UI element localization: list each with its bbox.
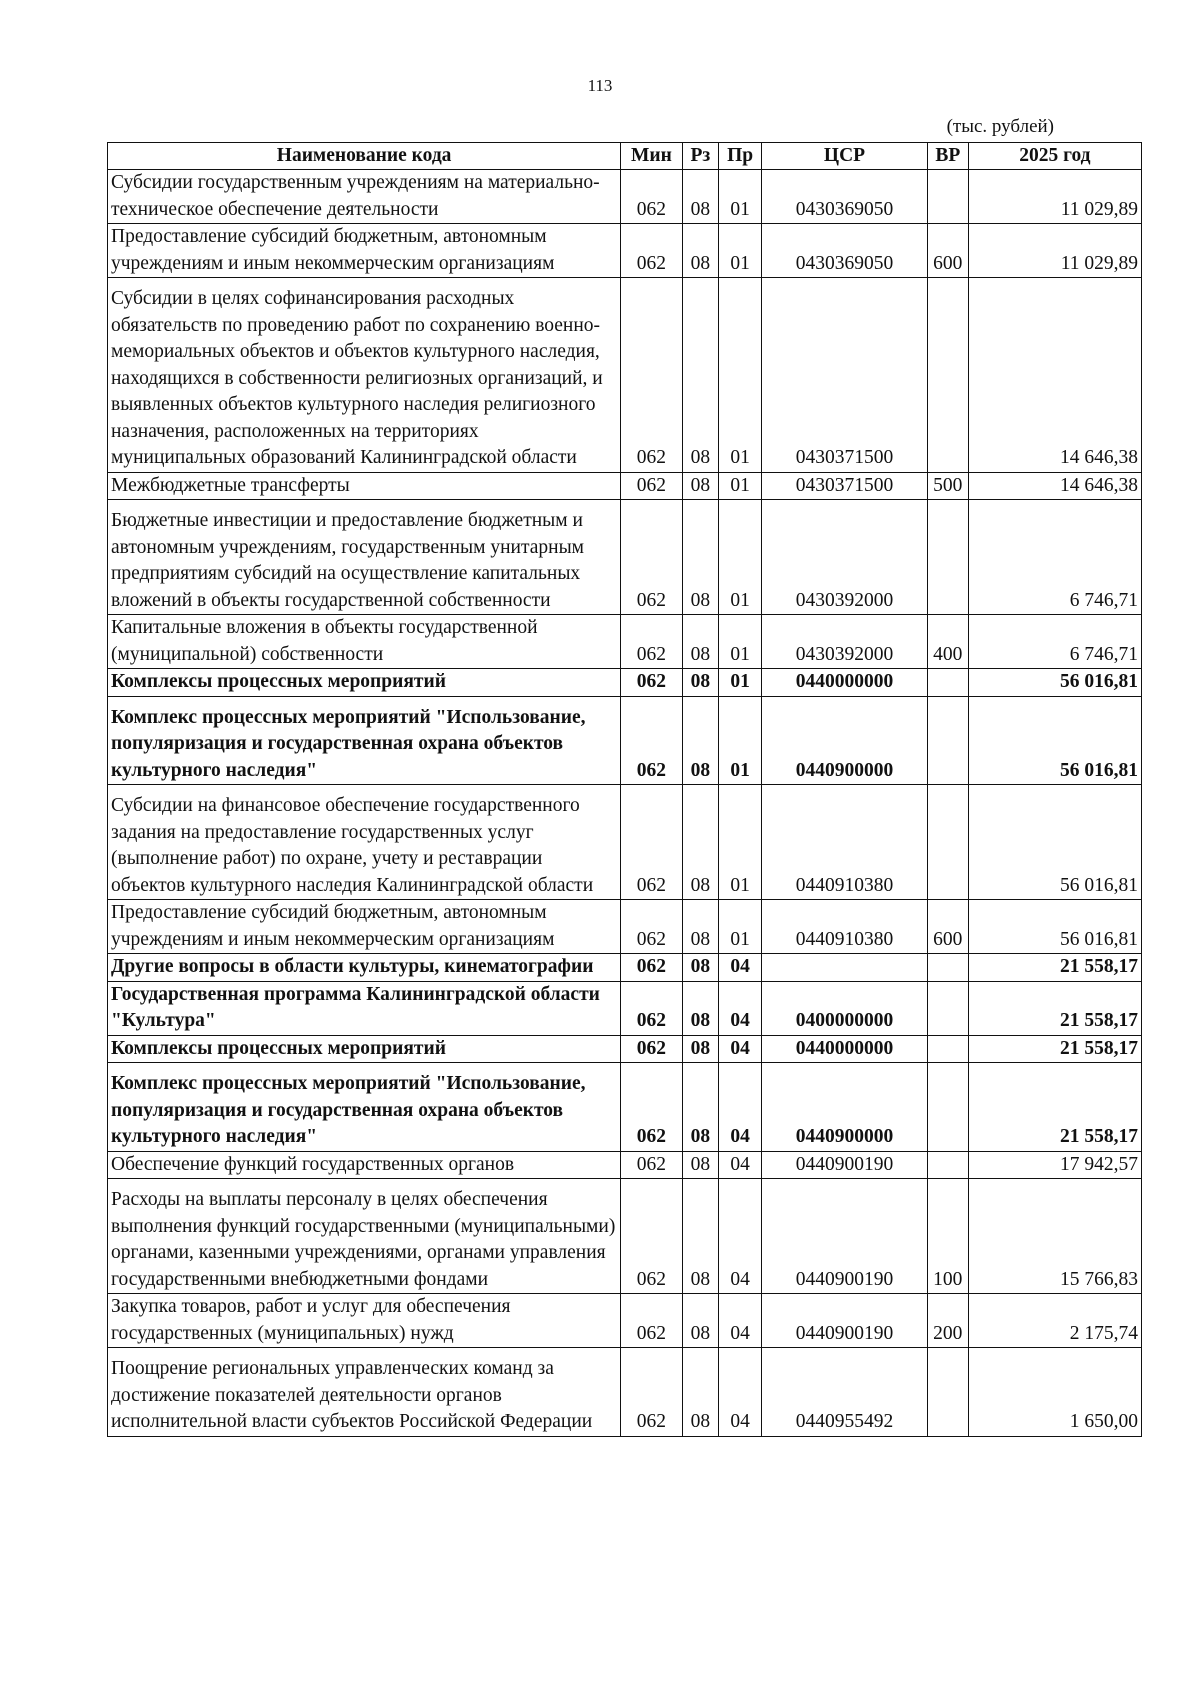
cell-pr: 04 (719, 1063, 762, 1152)
cell-pr: 01 (719, 500, 762, 615)
header-row (108, 143, 1142, 170)
cell-csr: 0440900190 (762, 1179, 928, 1294)
cell-name: Комплекс процессных мероприятий "Использование, популяризация и государственная охрана объектов культурного наследия" (108, 696, 621, 785)
cell-vr: 200 (927, 1294, 968, 1348)
table-row (108, 278, 1142, 473)
cell-pr: 01 (719, 170, 762, 224)
header-vr: ВР (927, 143, 968, 170)
page-number: 113 (587, 76, 613, 95)
cell-csr: 0440900190 (762, 1151, 928, 1179)
table-row (108, 1151, 1142, 1179)
cell-vr: 500 (927, 472, 968, 500)
cell-pr: 01 (719, 669, 762, 697)
cell-name: Другие вопросы в области культуры, кинематографии (108, 954, 621, 982)
cell-csr (762, 954, 928, 982)
cell-amount: 21 558,17 (968, 1035, 1141, 1063)
cell-vr: 100 (927, 1179, 968, 1294)
cell-name: Комплекс процессных мероприятий "Использование, популяризация и государственная охрана объектов культурного наследия" (108, 1063, 621, 1152)
cell-pr: 04 (719, 1151, 762, 1179)
cell-vr (927, 1151, 968, 1179)
cell-vr (927, 954, 968, 982)
cell-csr: 0430369050 (762, 170, 928, 224)
cell-pr: 01 (719, 615, 762, 669)
cell-amount: 6 746,71 (968, 615, 1141, 669)
cell-min: 062 (621, 1348, 682, 1437)
cell-min: 062 (621, 1151, 682, 1179)
cell-rz: 08 (682, 1063, 719, 1152)
cell-amount: 14 646,38 (968, 472, 1141, 500)
cell-min: 062 (621, 500, 682, 615)
cell-min: 062 (621, 981, 682, 1035)
cell-rz: 08 (682, 981, 719, 1035)
cell-min: 062 (621, 900, 682, 954)
table-row (108, 1294, 1142, 1348)
cell-vr: 600 (927, 900, 968, 954)
cell-csr: 0440910380 (762, 785, 928, 900)
cell-csr: 0400000000 (762, 981, 928, 1035)
budget-table (107, 142, 1142, 1437)
header-pr: Пр (719, 143, 762, 170)
cell-vr (927, 1035, 968, 1063)
cell-csr: 0430371500 (762, 278, 928, 473)
cell-rz: 08 (682, 1179, 719, 1294)
cell-rz: 08 (682, 696, 719, 785)
table-row (108, 615, 1142, 669)
cell-amount: 21 558,17 (968, 981, 1141, 1035)
cell-min: 062 (621, 1179, 682, 1294)
cell-csr: 0440955492 (762, 1348, 928, 1437)
cell-pr: 01 (719, 900, 762, 954)
cell-amount: 56 016,81 (968, 785, 1141, 900)
cell-vr (927, 170, 968, 224)
cell-pr: 04 (719, 1294, 762, 1348)
table-row (108, 1179, 1142, 1294)
cell-name: Комплексы процессных мероприятий (108, 1035, 621, 1063)
cell-pr: 01 (719, 472, 762, 500)
cell-vr (927, 785, 968, 900)
cell-min: 062 (621, 954, 682, 982)
cell-amount: 14 646,38 (968, 278, 1141, 473)
cell-name: Расходы на выплаты персоналу в целях обеспечения выполнения функций государственными (муниципальными) органами, казенными учреждениями, органами управления государственными внебюджетными фондами (108, 1179, 621, 1294)
cell-pr: 04 (719, 1348, 762, 1437)
cell-pr: 01 (719, 224, 762, 278)
header-csr: ЦСР (762, 143, 928, 170)
table-row (108, 224, 1142, 278)
cell-name: Предоставление субсидий бюджетным, автономным учреждениям и иным некоммерческим организациям (108, 900, 621, 954)
table-row (108, 472, 1142, 500)
cell-amount: 6 746,71 (968, 500, 1141, 615)
cell-pr: 01 (719, 278, 762, 473)
header-rz: Рз (682, 143, 719, 170)
cell-vr (927, 500, 968, 615)
cell-vr: 400 (927, 615, 968, 669)
cell-pr: 04 (719, 1179, 762, 1294)
cell-name: Предоставление субсидий бюджетным, автономным учреждениям и иным некоммерческим организациям (108, 224, 621, 278)
cell-min: 062 (621, 1035, 682, 1063)
cell-pr: 01 (719, 696, 762, 785)
cell-vr (927, 1063, 968, 1152)
cell-vr (927, 981, 968, 1035)
cell-name: Обеспечение функций государственных органов (108, 1151, 621, 1179)
cell-min: 062 (621, 669, 682, 697)
cell-amount: 1 650,00 (968, 1348, 1141, 1437)
cell-csr: 0430369050 (762, 224, 928, 278)
cell-min: 062 (621, 278, 682, 473)
table-row (108, 170, 1142, 224)
cell-rz: 08 (682, 954, 719, 982)
cell-amount: 21 558,17 (968, 954, 1141, 982)
cell-rz: 08 (682, 1348, 719, 1437)
cell-vr (927, 696, 968, 785)
cell-rz: 08 (682, 615, 719, 669)
table-row (108, 1348, 1142, 1437)
cell-csr: 0440000000 (762, 1035, 928, 1063)
table-row (108, 696, 1142, 785)
cell-rz: 08 (682, 1151, 719, 1179)
cell-name: Капитальные вложения в объекты государственной (муниципальной) собственности (108, 615, 621, 669)
table-row (108, 1063, 1142, 1152)
cell-rz: 08 (682, 1035, 719, 1063)
table-row (108, 500, 1142, 615)
cell-min: 062 (621, 1063, 682, 1152)
cell-name: Комплексы процессных мероприятий (108, 669, 621, 697)
table-row (108, 785, 1142, 900)
cell-pr: 04 (719, 954, 762, 982)
table-row (108, 1035, 1142, 1063)
cell-min: 062 (621, 696, 682, 785)
cell-csr: 0430371500 (762, 472, 928, 500)
cell-rz: 08 (682, 224, 719, 278)
cell-min: 062 (621, 224, 682, 278)
table-row (108, 669, 1142, 697)
cell-name: Закупка товаров, работ и услуг для обеспечения государственных (муниципальных) нужд (108, 1294, 621, 1348)
cell-pr: 01 (719, 785, 762, 900)
cell-rz: 08 (682, 278, 719, 473)
cell-min: 062 (621, 170, 682, 224)
cell-name: Субсидии на финансовое обеспечение государственного задания на предоставление государственных услуг (выполнение работ) по охране, учету и реставрации объектов культурного наследия Калининградской области (108, 785, 621, 900)
cell-name: Государственная программа Калининградской области "Культура" (108, 981, 621, 1035)
cell-name: Поощрение региональных управленческих команд за достижение показателей деятельности органов исполнительной власти субъектов Российской Федерации (108, 1348, 621, 1437)
cell-min: 062 (621, 472, 682, 500)
cell-vr (927, 1348, 968, 1437)
cell-rz: 08 (682, 170, 719, 224)
cell-rz: 08 (682, 785, 719, 900)
cell-rz: 08 (682, 472, 719, 500)
cell-amount: 56 016,81 (968, 900, 1141, 954)
cell-min: 062 (621, 615, 682, 669)
cell-rz: 08 (682, 669, 719, 697)
cell-amount: 2 175,74 (968, 1294, 1141, 1348)
cell-amount: 56 016,81 (968, 669, 1141, 697)
cell-vr (927, 669, 968, 697)
cell-csr: 0440900000 (762, 696, 928, 785)
cell-amount: 11 029,89 (968, 224, 1141, 278)
cell-name: Субсидии государственным учреждениям на материально-техническое обеспечение деятельности (108, 170, 621, 224)
cell-pr: 04 (719, 981, 762, 1035)
table-row (108, 981, 1142, 1035)
cell-pr: 04 (719, 1035, 762, 1063)
cell-name: Межбюджетные трансферты (108, 472, 621, 500)
cell-name: Субсидии в целях софинансирования расходных обязательств по проведению работ по сохранению военно-мемориальных объектов и объектов культурного наследия, находящихся в собственности религиозных организаций, и выявленных объектов культурного наследия религиозного назначения, расположенных на территориях муниципальных образований Калининградской области (108, 278, 621, 473)
cell-amount: 17 942,57 (968, 1151, 1141, 1179)
cell-vr (927, 278, 968, 473)
units-note: (тыс. рублей) (946, 116, 1054, 137)
cell-amount: 11 029,89 (968, 170, 1141, 224)
header-name: Наименование кода (108, 143, 621, 170)
cell-min: 062 (621, 1294, 682, 1348)
cell-csr: 0440900190 (762, 1294, 928, 1348)
cell-amount: 56 016,81 (968, 696, 1141, 785)
cell-min: 062 (621, 785, 682, 900)
cell-csr: 0440900000 (762, 1063, 928, 1152)
cell-rz: 08 (682, 1294, 719, 1348)
cell-name: Бюджетные инвестиции и предоставление бюджетным и автономным учреждениям, государственным унитарным предприятиям субсидий на осуществление капитальных вложений в объекты государственной собственности (108, 500, 621, 615)
header-year: 2025 год (968, 143, 1141, 170)
cell-csr: 0430392000 (762, 615, 928, 669)
cell-amount: 15 766,83 (968, 1179, 1141, 1294)
cell-rz: 08 (682, 900, 719, 954)
cell-rz: 08 (682, 500, 719, 615)
cell-vr: 600 (927, 224, 968, 278)
table-row (108, 900, 1142, 954)
cell-csr: 0430392000 (762, 500, 928, 615)
table-row (108, 954, 1142, 982)
header-min: Мин (621, 143, 682, 170)
cell-csr: 0440000000 (762, 669, 928, 697)
cell-csr: 0440910380 (762, 900, 928, 954)
cell-amount: 21 558,17 (968, 1063, 1141, 1152)
